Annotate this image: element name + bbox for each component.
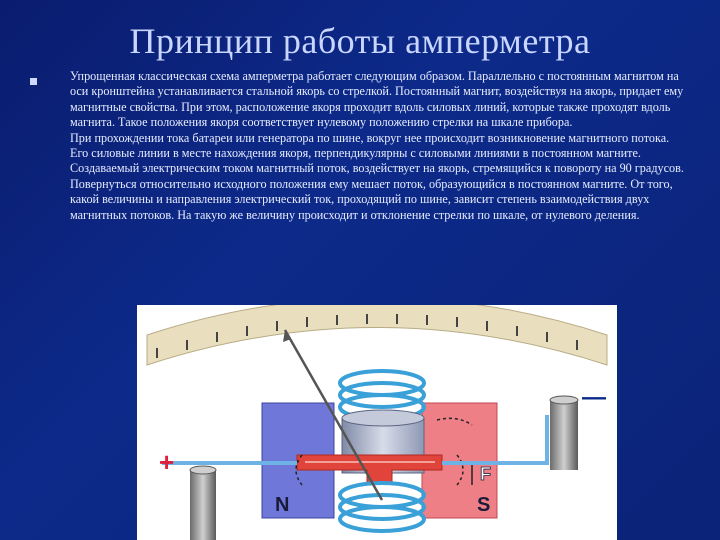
south-pole-label: S bbox=[477, 494, 491, 516]
left-terminal bbox=[190, 466, 216, 540]
body-text: Упрощенная классическая схема амперметра работает следующим образом. Параллельно с постоянным магнитом на оси кронштейна устанавливается стальной якорь со стрелкой. Постоянный магнит, воздействуя на якорь, придает ему магнитные свойства. При этом, расположение якоря проходит вдоль силовых линий, которые также проходят вдоль магнита. Такое положения якоря соответствует нулевому положению стрелки на шкале прибора. При прохождении тока батареи или генератора по шине, вокруг нее происходит возникновение магнитного потока. Его силовые линии в месте нахождения якоря, перпендикулярны с силовыми линиями в постоянном магните. Создаваемый электрическим током магнитный поток, воздействует на якорь, стремящийся к повороту на 90 градусов. Повернуться относительно исходного положения ему мешает поток, образующийся в постоянном магните. От того, какой величины и направления электрический ток, проходящий по шине, зависит степень взаимодействия двух магнитных потоков. На такую же величину происходит и отклонение стрелки по шкале, от нулевого деления. bbox=[70, 69, 684, 222]
lower-coil bbox=[340, 483, 424, 531]
right-terminal bbox=[550, 396, 578, 470]
ammeter-diagram bbox=[137, 305, 617, 540]
slide-title: Принцип работы амперметра bbox=[129, 21, 591, 61]
minus-sign: — bbox=[582, 384, 606, 411]
force-label: F bbox=[480, 464, 491, 484]
north-pole-label: N bbox=[275, 494, 290, 516]
bullet-icon bbox=[30, 78, 37, 85]
ammeter-illustration bbox=[137, 305, 617, 540]
plus-sign: + bbox=[159, 447, 175, 477]
